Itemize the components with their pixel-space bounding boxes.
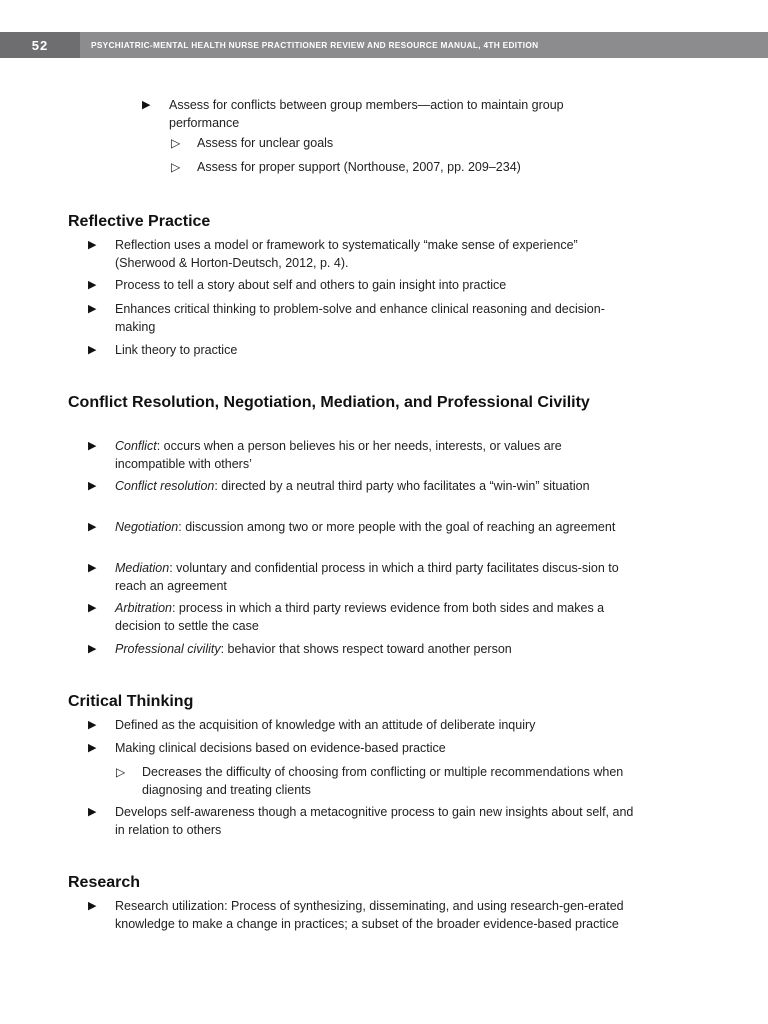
running-header bbox=[0, 32, 768, 58]
list-item: ▶ Negotiation: discussion among two or more people with the goal of reaching an agreement bbox=[115, 519, 635, 537]
list-subitem: ▷ Assess for unclear goals bbox=[197, 135, 627, 153]
list-item: ▶ Mediation: voluntary and confidential process in which a third party facilitates discus-sion to reach an agreement bbox=[88, 561, 619, 593]
triangle-right-filled-icon: ▶ bbox=[88, 742, 97, 754]
list-item: ▶ Arbitration: process in which a third party reviews evidence from both sides and makes a decision to settle the case bbox=[88, 601, 605, 633]
triangle-right-filled-icon: ▶ bbox=[88, 643, 97, 655]
triangle-right-outline-icon: ▷ bbox=[171, 136, 181, 150]
list-item: ▶ Defined as the acquisition of knowledge with an attitude of deliberate inquiry bbox=[115, 717, 635, 735]
triangle-right-filled-icon: ▶ bbox=[88, 440, 97, 452]
list-item: ▶ Process to tell a story about self and others to gain insight into practice bbox=[115, 277, 635, 295]
triangle-right-filled-icon: ▶ bbox=[88, 602, 97, 614]
list-item: ▶ Professional civility: behavior that shows respect toward another person bbox=[115, 641, 635, 659]
triangle-right-filled-icon: ▶ bbox=[88, 806, 97, 818]
triangle-right-filled-icon: ▶ bbox=[142, 99, 151, 111]
list-item: ▶ Research utilization: Process of synthesizing, disseminating, and using research-gen-erated knowledge to make a change in practices; a subset of the broader evidence-based practice bbox=[88, 899, 624, 931]
list-item: ▶ Making clinical decisions based on evidence-based practice bbox=[115, 740, 635, 758]
triangle-right-filled-icon: ▶ bbox=[88, 900, 97, 912]
triangle-right-filled-icon: ▶ bbox=[88, 344, 97, 356]
page-number: 52 bbox=[0, 32, 80, 58]
list-subitem: ▷ Decreases the difficulty of choosing from conflicting or multiple recommendations when diagnosing and treating clients bbox=[116, 765, 624, 797]
list-item: ▶ Link theory to practice bbox=[115, 342, 635, 360]
triangle-right-outline-icon: ▷ bbox=[171, 160, 181, 174]
triangle-right-filled-icon: ▶ bbox=[88, 480, 97, 492]
triangle-right-filled-icon: ▶ bbox=[88, 279, 97, 291]
list-item: ▶ Conflict: occurs when a person believes his or her needs, interests, or values are incompatible with others’ bbox=[88, 439, 562, 471]
triangle-right-filled-icon: ▶ bbox=[88, 303, 97, 315]
list-item: ▶ Enhances critical thinking to problem-solve and enhance clinical reasoning and decision-making bbox=[88, 302, 605, 334]
triangle-right-filled-icon: ▶ bbox=[88, 719, 97, 731]
triangle-right-filled-icon: ▶ bbox=[88, 562, 97, 574]
section-title-critical-thinking: Critical Thinking bbox=[68, 693, 194, 710]
list-item: ▶ Develops self-awareness though a metacognitive process to gain new insights about self, and in relation to others bbox=[88, 805, 634, 837]
list-subitem: ▷ Assess for proper support (Northouse, 2007, pp. 209–234) bbox=[197, 159, 627, 177]
triangle-right-filled-icon: ▶ bbox=[88, 521, 97, 533]
list-item: ▶ Assess for conflicts between group members—action to maintain group performance bbox=[142, 98, 564, 130]
list-item: ▶ Conflict resolution: directed by a neutral third party who facilitates a “win-win” situation bbox=[115, 478, 635, 496]
triangle-right-filled-icon: ▶ bbox=[88, 239, 97, 251]
section-title-conflict-resolution: Conflict Resolution, Negotiation, Mediation, and Professional Civility bbox=[68, 394, 590, 411]
section-title-research: Research bbox=[68, 874, 141, 891]
section-title-reflective-practice: Reflective Practice bbox=[68, 213, 211, 230]
triangle-right-outline-icon: ▷ bbox=[116, 765, 126, 779]
list-item: ▶ Reflection uses a model or framework to systematically “make sense of experience” (Sherwood & Horton-Deutsch, 2012, p. 4). bbox=[88, 238, 578, 270]
running-title: PSYCHIATRIC-MENTAL HEALTH NURSE PRACTITIONER REVIEW AND RESOURCE MANUAL, 4TH EDITION bbox=[91, 40, 539, 50]
